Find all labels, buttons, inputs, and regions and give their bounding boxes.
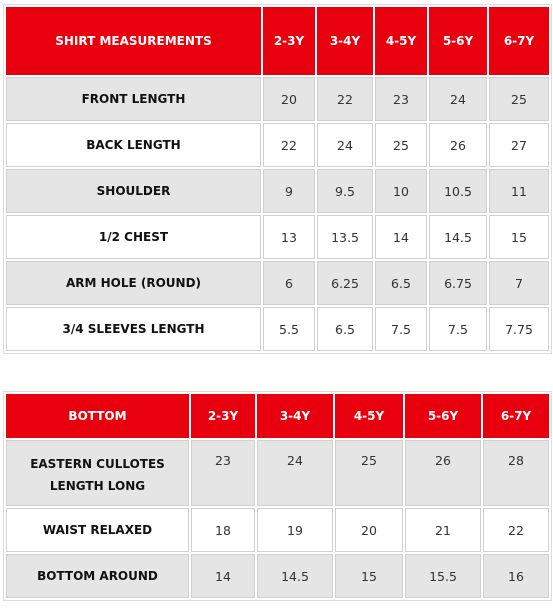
- row-label: 3/4 SLEEVES LENGTH: [6, 307, 261, 351]
- row-label: WAIST RELAXED: [6, 508, 189, 552]
- table-header-row: [6, 394, 549, 438]
- table-cell: 9.5: [317, 169, 373, 213]
- table-row: [6, 307, 549, 351]
- table-cell: 15: [489, 215, 549, 259]
- column-header: 4-5Y: [335, 394, 403, 438]
- column-header: 2-3Y: [191, 394, 255, 438]
- table-cell: 10.5: [429, 169, 487, 213]
- table-cell: 24: [317, 123, 373, 167]
- table-cell: 6: [263, 261, 315, 305]
- column-header: 3-4Y: [257, 394, 333, 438]
- table-cell: 25: [335, 440, 403, 506]
- table-cell: 27: [489, 123, 549, 167]
- row-label: SHOULDER: [6, 169, 261, 213]
- table-cell: 9: [263, 169, 315, 213]
- table-cell: 7.75: [489, 307, 549, 351]
- table-header-row: [6, 7, 549, 75]
- table-cell: 24: [429, 77, 487, 121]
- table-row: [6, 261, 549, 305]
- row-label: ARM HOLE (ROUND): [6, 261, 261, 305]
- table-row: [6, 215, 549, 259]
- table-cell: 14: [375, 215, 427, 259]
- row-label: BOTTOM AROUND: [6, 554, 189, 598]
- table-cell: 22: [263, 123, 315, 167]
- table-row: [6, 508, 549, 552]
- table-cell: 6.75: [429, 261, 487, 305]
- table-cell: 11: [489, 169, 549, 213]
- table-cell: 13.5: [317, 215, 373, 259]
- table-cell: 5.5: [263, 307, 315, 351]
- column-header: 5-6Y: [405, 394, 481, 438]
- table-cell: 24: [257, 440, 333, 506]
- table-cell: 22: [483, 508, 549, 552]
- row-label: BACK LENGTH: [6, 123, 261, 167]
- table-row: [6, 77, 549, 121]
- table-cell: 10: [375, 169, 427, 213]
- table-cell: 7: [489, 261, 549, 305]
- table-cell: 6.5: [375, 261, 427, 305]
- table-row: [6, 440, 549, 506]
- table-cell: 19: [257, 508, 333, 552]
- column-header: 6-7Y: [483, 394, 549, 438]
- column-header: 6-7Y: [489, 7, 549, 75]
- table-cell: 16: [483, 554, 549, 598]
- table-cell: 15: [335, 554, 403, 598]
- table-cell: 18: [191, 508, 255, 552]
- table-cell: 20: [335, 508, 403, 552]
- table-cell: 25: [375, 123, 427, 167]
- column-header: 5-6Y: [429, 7, 487, 75]
- table-cell: 14: [191, 554, 255, 598]
- table-cell: 21: [405, 508, 481, 552]
- table-cell: 23: [375, 77, 427, 121]
- table-cell: 15.5: [405, 554, 481, 598]
- column-header: 4-5Y: [375, 7, 427, 75]
- row-label: 1/2 CHEST: [6, 215, 261, 259]
- table-row: [6, 554, 549, 598]
- table-cell: 22: [317, 77, 373, 121]
- shirt-measurements-table: [3, 4, 552, 354]
- column-header: 3-4Y: [317, 7, 373, 75]
- table-row: [6, 123, 549, 167]
- column-header: 2-3Y: [263, 7, 315, 75]
- table-cell: 23: [191, 440, 255, 506]
- column-header: SHIRT MEASUREMENTS: [6, 7, 261, 75]
- column-header: BOTTOM: [6, 394, 189, 438]
- table-cell: 7.5: [429, 307, 487, 351]
- table-cell: 6.25: [317, 261, 373, 305]
- table-cell: 14.5: [257, 554, 333, 598]
- table-row: [6, 169, 549, 213]
- table-cell: 7.5: [375, 307, 427, 351]
- table-cell: 20: [263, 77, 315, 121]
- table-cell: 6.5: [317, 307, 373, 351]
- table-cell: 26: [429, 123, 487, 167]
- table-cell: 26: [405, 440, 481, 506]
- table-cell: 25: [489, 77, 549, 121]
- table-cell: 14.5: [429, 215, 487, 259]
- bottom-measurements-table: [3, 391, 552, 601]
- table-cell: 28: [483, 440, 549, 506]
- row-label: FRONT LENGTH: [6, 77, 261, 121]
- table-cell: 13: [263, 215, 315, 259]
- row-label: EASTERN CULLOTES LENGTH LONG: [6, 440, 189, 506]
